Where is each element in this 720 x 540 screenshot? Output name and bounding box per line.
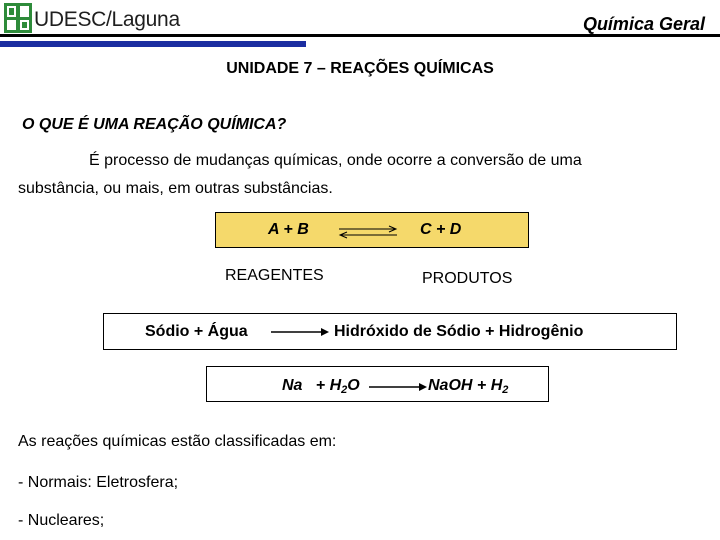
brand-name: UDESC/Laguna [34,8,180,31]
products-label: PRODUTOS [422,270,513,287]
header-divider [0,34,720,37]
reaction-arrow-icon [369,382,427,392]
unit-title: UNIDADE 7 – REAÇÕES QUÍMICAS [226,60,494,77]
reagents-label: REAGENTES [225,267,324,284]
equation-reactants: A + B [268,221,309,238]
header-accent-bar [0,41,306,47]
definition-line-2: substância, ou mais, em outras substâncias. [18,180,333,197]
udesc-logo-icon [4,3,32,33]
classification-item: - Nucleares; [18,512,105,529]
definition-line-1: É processo de mudanças químicas, onde ocorre a conversão de uma [89,152,582,169]
word-equation-products: Hidróxido de Sódio + Hidrogênio [334,323,584,340]
reaction-arrow-icon [271,327,329,337]
word-equation-reactants: Sódio + Água [145,323,248,340]
equation-products: C + D [420,221,462,238]
chemical-equation-reactants: Na + $H_2O$ [282,377,360,396]
course-title: Química Geral [582,14,705,34]
classification-item: - Normais: Eletrosfera; [18,474,179,491]
section-question: O QUE É UMA REAÇÃO QUÍMICA? [22,116,287,133]
chemical-equation-products: NaOH + $H_2$ [428,377,509,396]
classification-intro: As reações químicas estão classificadas em: [18,433,337,450]
equilibrium-arrow-icon [337,225,399,239]
